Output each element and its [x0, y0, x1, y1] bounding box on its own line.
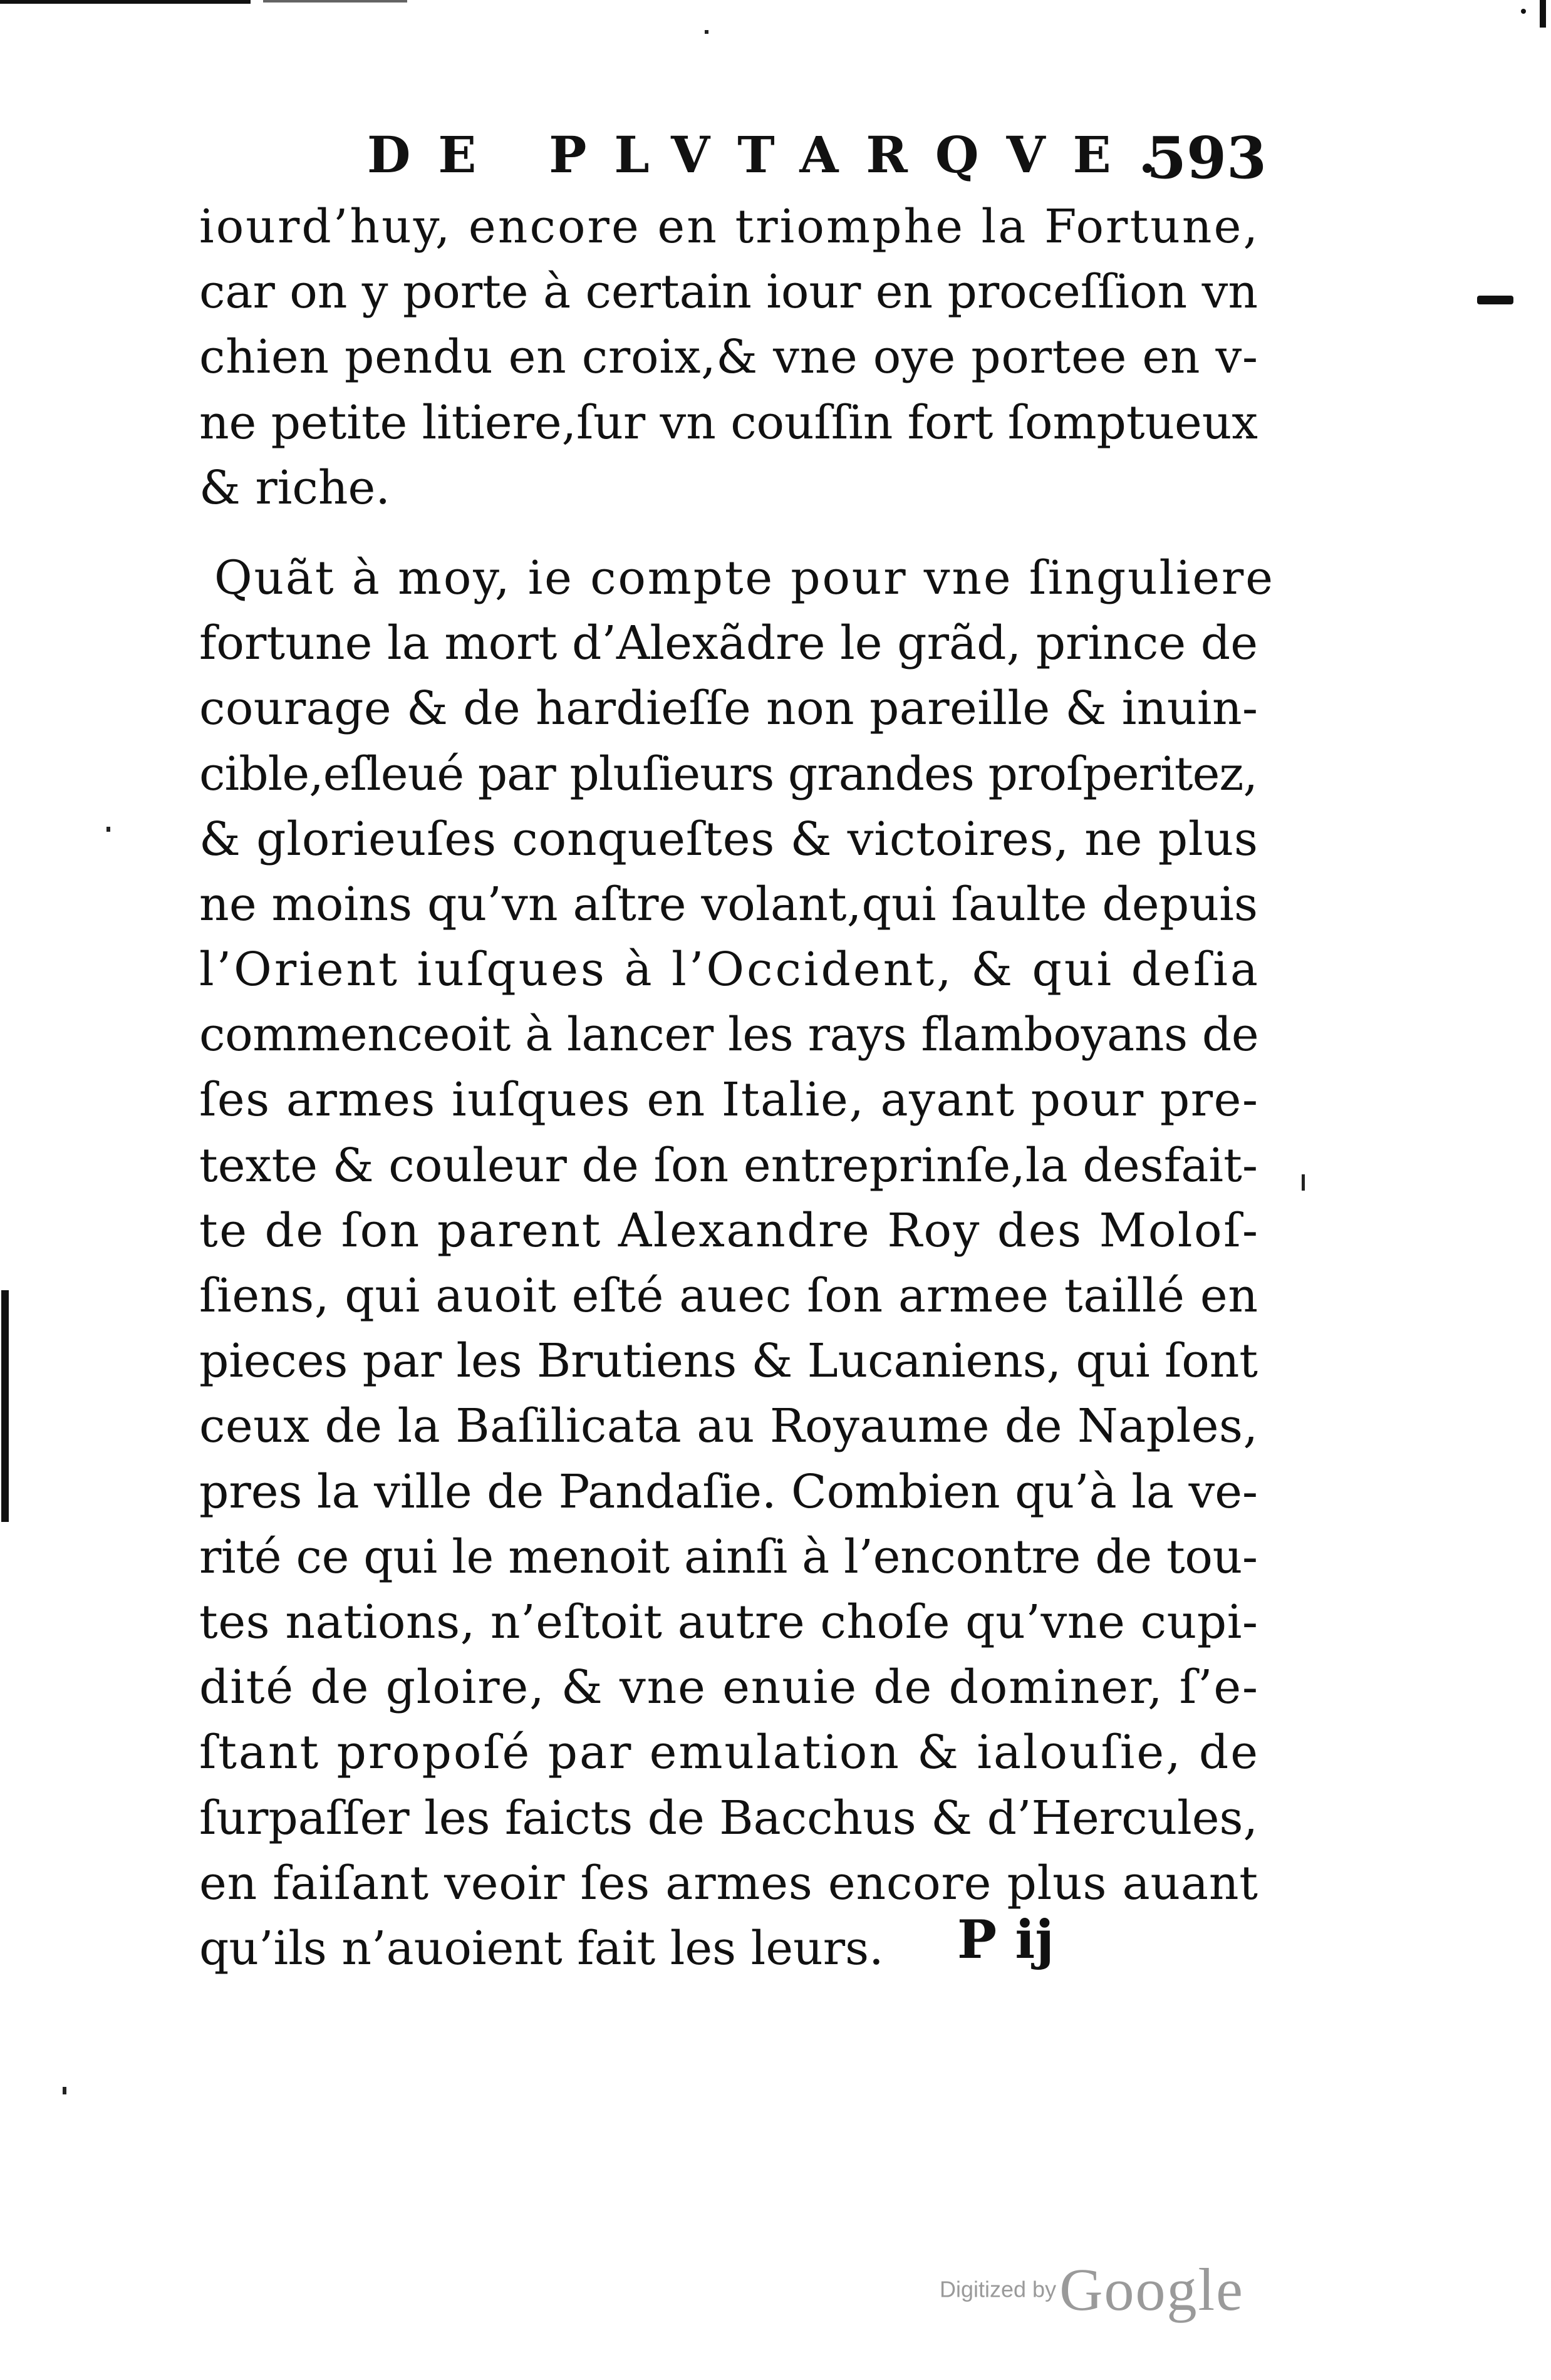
text-line: ne petite litiere,ſur vn couſſin fort ſomptueux	[199, 395, 1258, 450]
signature-mark: P ij	[957, 1908, 1054, 1970]
text-block	[199, 194, 1275, 1981]
scan-edge-rule	[263, 0, 407, 3]
text-line: courage & de hardieſſe non pareille & inuin-	[199, 681, 1258, 736]
text-line: ſes armes iuſques en Italie, ayant pour pre-	[199, 1073, 1259, 1127]
text-line: pres la ville de Pandaſie. Combien qu’à la ve-	[199, 1464, 1258, 1519]
text-line: pieces par les Brutiens & Lucaniens, qui ſont	[199, 1334, 1258, 1389]
text-line: ſtant propoſé par emulation & ialouſie, de	[199, 1725, 1260, 1780]
text-line: dité de gloire, & vne enuie de dominer, ſ’e-	[199, 1660, 1259, 1715]
text-line: commenceoit à lancer les rays flamboyans de	[199, 1008, 1259, 1062]
text-line: qu’ils n’auoient fait les leurs.	[199, 1921, 884, 1975]
speck	[63, 2087, 66, 2094]
left-edge-rule	[1, 1290, 9, 1522]
text-line: car on y porte à certain iour en proceſſion vn	[199, 265, 1258, 319]
running-header: DE PLVTARQVE.	[367, 125, 1184, 184]
paragraph	[199, 546, 1275, 1981]
text-line: ne moins qu’vn aſtre volant,qui ſaulte depuis	[199, 877, 1258, 931]
text-line: ceux de la Baſilicata au Royaume de Naples,	[199, 1399, 1258, 1454]
text-line: rité ce qui le menoit ainſi à l’encontre de tou-	[199, 1529, 1258, 1584]
speck	[1302, 1174, 1305, 1191]
text-line: en faiſant veoir ſes armes encore plus auant	[199, 1856, 1258, 1910]
text-line: cible,eſleué par pluſieurs grandes proſperitez,	[199, 747, 1258, 801]
text-line: fortune la mort d’Alexãdre le grãd, prince de	[199, 616, 1258, 671]
digitized-watermark	[940, 2255, 1265, 2323]
speck	[705, 30, 708, 34]
text-line: tes nations, n’eſtoit autre choſe qu’vne cupi-	[199, 1595, 1258, 1649]
text-line: texte & couleur de ſon entreprinſe,la desfait-	[199, 1138, 1258, 1193]
scan-corner-mark	[1540, 0, 1546, 28]
text-line: chien pendu en croix,& vne oye portee en v-	[199, 330, 1258, 385]
text-line: Quãt à moy, ie compte pour vne ſinguliere	[214, 551, 1275, 605]
text-line: ſurpaſſer les faicts de Bacchus & d’Hercules,	[199, 1791, 1258, 1845]
scan-edge-rule	[0, 0, 251, 4]
scan-corner-dot	[1521, 9, 1526, 14]
text-line: & riche.	[199, 460, 390, 515]
text-line: & glorieuſes conqueſtes & victoires, ne plus	[199, 812, 1258, 866]
margin-dash-mark	[1477, 296, 1513, 304]
google-logo: Google	[1059, 2256, 1244, 2323]
text-line: l’Orient iuſques à l’Occident, & qui deſia	[199, 943, 1260, 997]
text-line: iourd’huy, encore en triomphe la Fortune,	[199, 200, 1260, 254]
text-line: ſiens, qui auoit eſté auec ſon armee taillé en	[199, 1269, 1258, 1323]
page-number: 593	[1146, 124, 1267, 192]
watermark-prefix: Digitized by	[940, 2276, 1057, 2302]
paragraph	[199, 194, 1264, 520]
text-line: te de ſon parent Alexandre Roy des Moloſ-	[199, 1203, 1260, 1258]
speck	[106, 827, 110, 832]
